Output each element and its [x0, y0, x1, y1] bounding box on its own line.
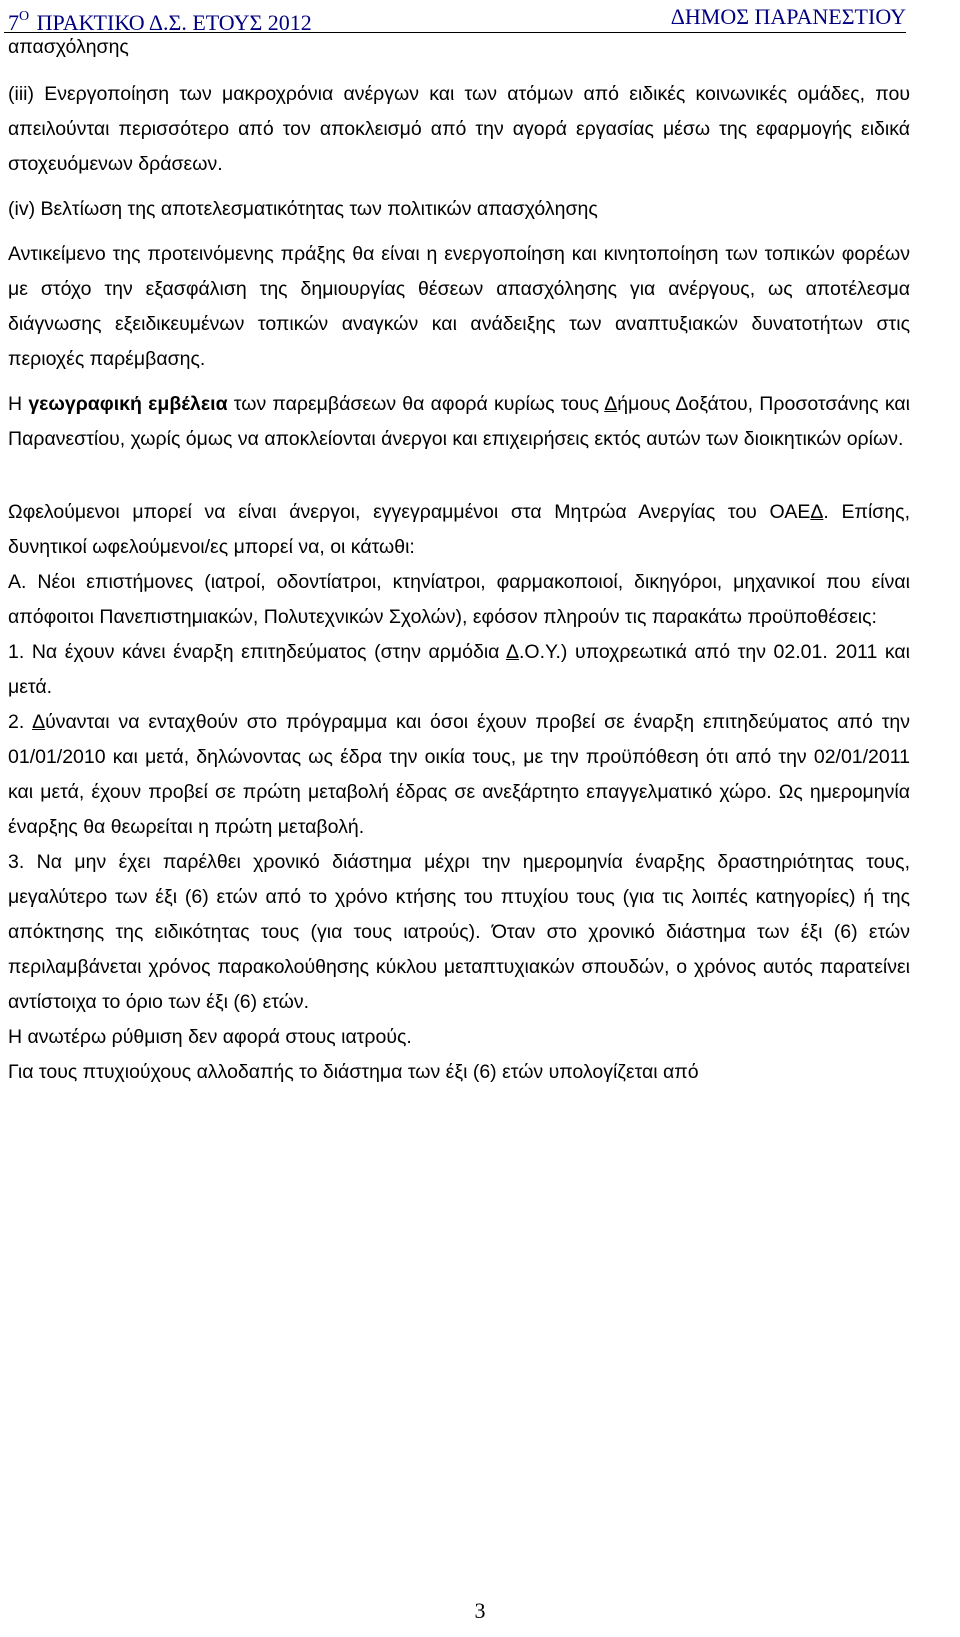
geo-text-mid: των παρεμβάσεων θα αφορά κυρίως τους	[227, 393, 605, 415]
header-title: ΠΡΑΚΤΙΚΟ Δ.Σ. ΕΤΟΥΣ 2012	[36, 10, 312, 35]
header-superscript: Ο	[19, 9, 30, 24]
continued-line: απασχόλησης	[8, 36, 129, 58]
geo-bold-term: γεωγραφική εμβέλεια	[28, 393, 228, 415]
paragraph-iii: (iii) Ενεργοποίηση των μακροχρόνια ανέργων και των ατόμων από ειδικές κοινωνικές ομάδες, που απειλούνται περισσότερο από τον αποκλεισμό από την αγορά εργασίας μέσω της εφαρμογής ειδικά στοχευόμενων δράσεων.	[8, 83, 910, 175]
beneficiaries-underlined-letter: Δ	[810, 501, 824, 523]
item-1-underlined-letter: Δ	[505, 641, 519, 663]
header-number: 7	[8, 10, 19, 35]
paragraph-iv: (iv) Βελτίωση της αποτελεσματικότητας των πολιτικών απασχόλησης	[8, 198, 598, 220]
page-header	[4, 2, 906, 33]
item-1-before: 1. Να έχουν κάνει έναρξη επιτηδεύματος (στην αρμόδια	[8, 641, 506, 663]
item-2-underlined-letter: Δ	[32, 711, 46, 733]
last-line: Για τους πτυχιούχους αλλοδαπής το διάστημα των έξι (6) ετών υπολογίζεται από	[8, 1061, 699, 1083]
item-2-after: ύνανται να ενταχθούν στο πρόγραμμα και όσοι έχουν προβεί σε έναρξη επιτηδεύματος από την 01/01/2010 και μετά, δηλώνοντας ως έδρα την οικία τους, με την προϋπόθεση ότι από την 02/01/2011 και μετά, έχουν προβεί σε πρώτη μεταβολή έδρας σε ανεξάρτητο επαγγελματικό χώρο. Ως ημερομηνία έναρξης θα θεωρείται η πρώτη μεταβολή.	[8, 711, 910, 838]
item-3: 3. Να μην έχει παρέλθει χρονικό διάστημα μέχρι την ημερομηνία έναρξης δραστηριότητας τους, μεγαλύτερο των έξι (6) ετών από το χρόνο κτήσης του πτυχίου τους (για τις λοιπές κατηγορίες) ή της απόκτησης της ειδικότητας τους (για τους ιατρούς). Όταν στο χρονικό διάστημα των έξι (6) ετών περιλαμβάνεται χρόνος παρακολούθησης κύκλου μεταπτυχιακών σπουδών, ο χρόνος αυτός παρατείνει αντίστοιχα το όριο των έξι (6) ετών.	[8, 851, 910, 1013]
geo-text-after: ήμους Δοξάτου, Προσοτσάνης και Παρανεστίου, χωρίς όμως να αποκλείονται άνεργοι και επιχειρήσεις εκτός αυτών των διοικητικών ορίων.	[8, 393, 911, 450]
document-body	[8, 30, 910, 1090]
paragraph-beneficiaries	[8, 495, 910, 565]
item-2-before: 2.	[8, 711, 33, 733]
geo-underlined-letter: Δ	[604, 393, 618, 415]
item-1-after: .Ο.Υ.) υποχρεωτικά από την 02.01. 2011 και μετά.	[8, 641, 910, 698]
item-2	[8, 705, 910, 845]
item-a: Α. Νέοι επιστήμονες (ιατροί, οδοντίατροι, κτηνίατροι, φαρμακοποιοί, δικηγόροι, μηχανικοί που είναι απόφοιτοι Πανεπιστημιακών, Πολυτεχνικών Σχολών), εφόσον πληρούν τις παρακάτω προϋποθέσεις:	[8, 571, 910, 628]
note-doctors: Η ανωτέρω ρύθμιση δεν αφορά στους ιατρούς.	[8, 1026, 412, 1048]
page-number: 3	[474, 1598, 486, 1623]
item-1	[8, 635, 910, 705]
beneficiaries-text-1: Ωφελούμενοι μπορεί να είναι άνεργοι, εγγεγραμμένοι στα Μητρώα Ανεργίας του ΟΑΕ	[8, 501, 811, 523]
beneficiaries-text-2: . Επίσης, δυνητικοί ωφελούμενοι/ες μπορεί να, οι κάτωθι:	[8, 501, 910, 558]
geo-text-before: Η	[8, 393, 29, 415]
paragraph-object: Αντικείμενο της προτεινόμενης πράξης θα είναι η ενεργοποίηση και κινητοποίηση των τοπικών φορέων με στόχο την εξασφάλιση της δημιουργίας θέσεων απασχόλησης για ανέργους, ως αποτέλεσμα διάγνωσης εξειδικευμένων τοπικών αναγκών και ανάδειξης των αναπτυξιακών δυνατοτήτων στις περιοχές παρέμβασης.	[8, 243, 910, 370]
paragraph-geographic-scope	[8, 387, 910, 457]
header-municipality: ΔΗΜΟΣ ΠΑΡΑΝΕΣΤΙΟΥ	[670, 4, 906, 29]
